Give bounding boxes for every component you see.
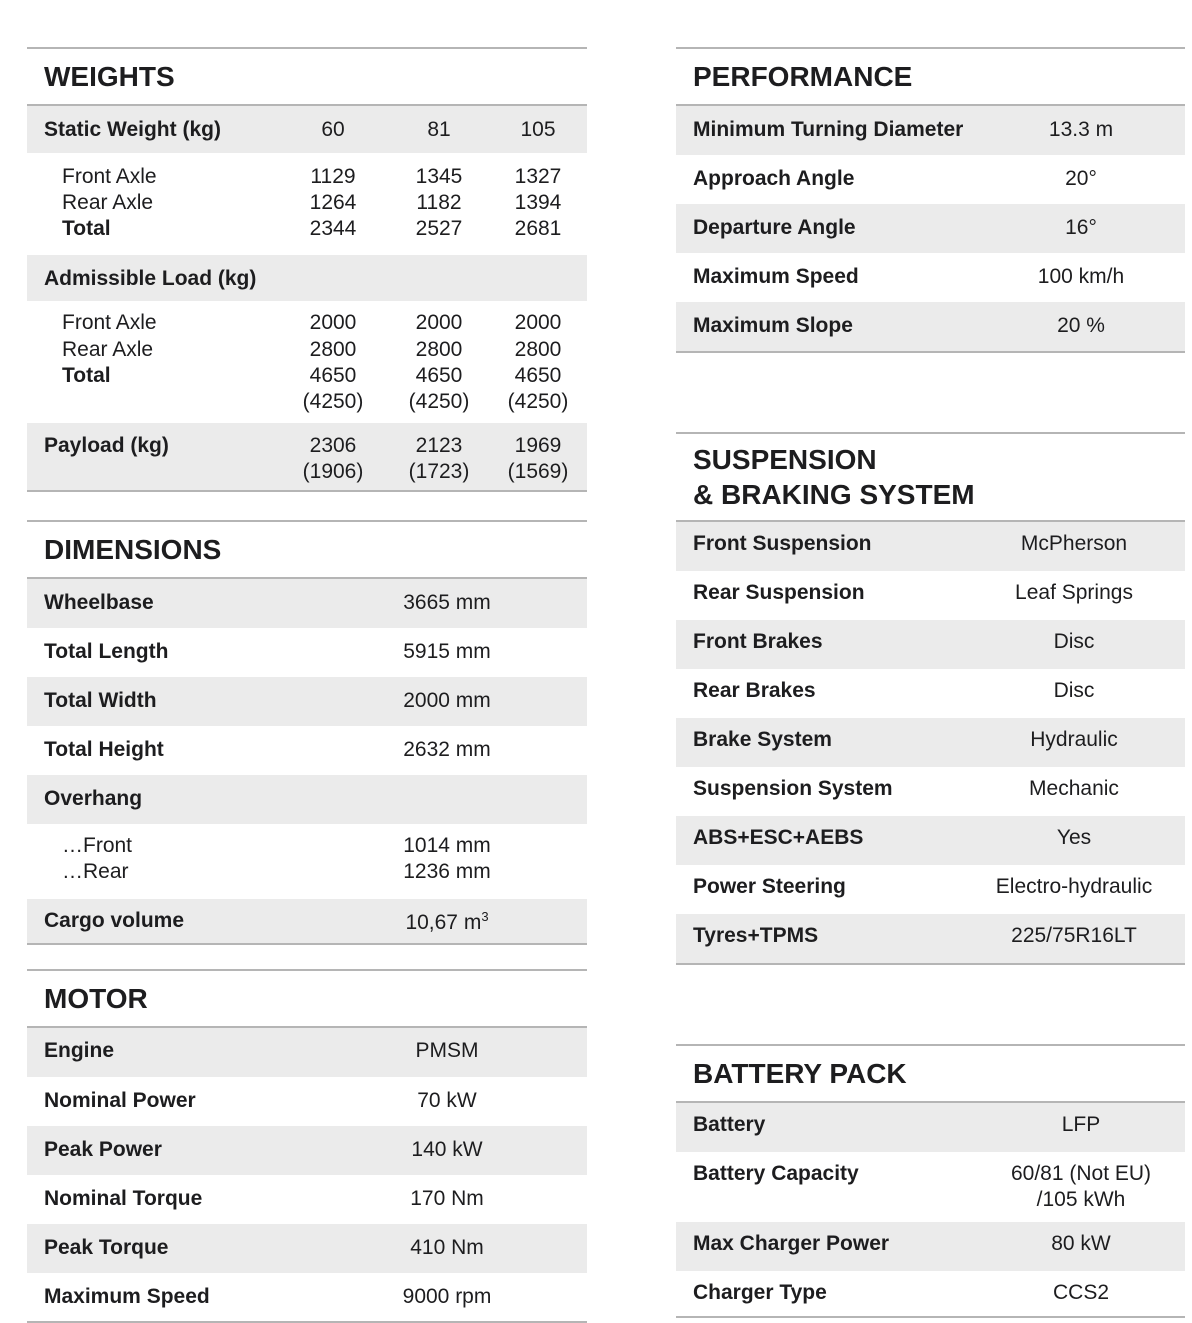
suspension-section <box>676 432 1185 962</box>
dimensions-section <box>27 520 587 943</box>
susp-row-front-suspension <box>676 522 1185 571</box>
static-front-axle-105: 1327 <box>514 165 562 188</box>
battery-title: BATTERY PACK <box>676 1046 1185 1103</box>
adm-total-alt-60: (4250) <box>302 390 364 413</box>
motor-value: PMSM <box>415 1039 479 1062</box>
susp-value: Electro-hydraulic <box>995 875 1153 898</box>
overhang-rear-value: 1236 mm <box>403 860 491 883</box>
cargo-value-text: 10,67 m <box>405 911 482 934</box>
motor-row-nominal-torque <box>27 1175 587 1224</box>
adm-total-label: Total <box>62 364 111 387</box>
perf-row-departure <box>676 204 1185 253</box>
motor-row-peak-power <box>27 1126 587 1175</box>
dim-value: 2000 mm <box>403 689 491 712</box>
motor-row-peak-torque <box>27 1224 587 1273</box>
susp-value: 225/75R16LT <box>1011 924 1137 947</box>
adm-total-105: 4650 <box>514 364 562 387</box>
dim-row-wheelbase <box>27 579 587 628</box>
perf-label: Minimum Turning Diameter <box>693 118 964 141</box>
perf-label: Approach Angle <box>693 167 855 190</box>
susp-value: Mechanic <box>1029 777 1119 800</box>
perf-label: Departure Angle <box>693 216 856 239</box>
susp-value: Disc <box>1053 679 1095 702</box>
dim-value: 3665 mm <box>403 591 491 614</box>
dim-label: Total Length <box>44 640 169 663</box>
susp-label: Front Brakes <box>693 630 823 653</box>
static-rear-axle-81: 1182 <box>416 191 462 214</box>
motor-label: Nominal Torque <box>44 1187 203 1210</box>
susp-row-abs <box>676 816 1185 865</box>
adm-total-alt-105: (4250) <box>507 390 569 413</box>
motor-label: Peak Torque <box>44 1236 169 1259</box>
perf-value: 13.3 m <box>1048 118 1114 141</box>
batt-row-charger-type <box>676 1271 1185 1318</box>
static-front-axle-label: Front Axle <box>62 165 157 188</box>
adm-total-60: 4650 <box>309 364 357 387</box>
static-rear-axle-label: Rear Axle <box>62 191 154 214</box>
motor-label: Peak Power <box>44 1138 162 1161</box>
batt-value: 60/81 (Not EU) <box>1010 1162 1152 1185</box>
perf-row-turning <box>676 106 1185 155</box>
batt-row-capacity <box>676 1152 1185 1222</box>
susp-row-front-brakes <box>676 620 1185 669</box>
adm-front-axle-105: 2000 <box>514 311 562 334</box>
batt-label: Battery <box>693 1113 766 1136</box>
perf-value: 16° <box>1065 216 1097 239</box>
perf-row-max-speed <box>676 253 1185 302</box>
static-weight-values <box>27 153 587 255</box>
dimensions-title: DIMENSIONS <box>27 522 587 579</box>
motor-label: Nominal Power <box>44 1089 196 1112</box>
motor-section <box>27 969 587 1320</box>
motor-value: 140 kW <box>411 1138 483 1161</box>
battery-section <box>676 1044 1185 1318</box>
static-total-60: 2344 <box>309 217 357 240</box>
admissible-load-values <box>27 301 587 423</box>
adm-front-axle-label: Front Axle <box>62 311 157 334</box>
adm-front-axle-81: 2000 <box>415 311 463 334</box>
payload-alt-81: (1723) <box>408 460 470 483</box>
suspension-title-line2: & BRAKING SYSTEM <box>693 479 975 510</box>
static-front-axle-60: 1129 <box>310 165 356 188</box>
variant-60: 60 <box>321 118 345 141</box>
payload-row <box>27 423 587 492</box>
susp-label: Front Suspension <box>693 532 872 555</box>
susp-value: Leaf Springs <box>1015 581 1133 604</box>
overhang-front-value: 1014 mm <box>403 834 491 857</box>
cargo-unit-sup: 3 <box>481 909 489 924</box>
susp-label: Rear Suspension <box>693 581 865 604</box>
dim-row-total-height <box>27 726 587 775</box>
dim-label: Total Width <box>44 689 157 712</box>
susp-label: ABS+ESC+AEBS <box>693 826 864 849</box>
batt-value: LFP <box>1061 1113 1101 1136</box>
adm-rear-axle-label: Rear Axle <box>62 338 154 361</box>
susp-row-rear-suspension <box>676 571 1185 620</box>
cargo-value <box>367 909 527 935</box>
susp-row-suspension-system <box>676 767 1185 816</box>
performance-title: PERFORMANCE <box>676 49 1185 106</box>
payload-label: Payload (kg) <box>44 434 169 457</box>
cargo-label: Cargo volume <box>44 909 185 932</box>
susp-row-rear-brakes <box>676 669 1185 718</box>
susp-row-tyres <box>676 914 1185 965</box>
motor-label: Maximum Speed <box>44 1285 210 1308</box>
adm-rear-axle-105: 2800 <box>514 338 562 361</box>
dim-row-overhang <box>27 775 587 824</box>
susp-label: Brake System <box>693 728 832 751</box>
susp-label: Tyres+TPMS <box>693 924 819 947</box>
dim-value: 2632 mm <box>403 738 491 761</box>
weights-section <box>27 47 587 490</box>
suspension-title <box>676 434 1185 522</box>
perf-value: 20 % <box>1057 314 1105 337</box>
static-weight-row <box>27 106 587 153</box>
susp-value: Hydraulic <box>1030 728 1118 751</box>
static-weight-label: Static Weight (kg) <box>44 118 221 141</box>
adm-front-axle-60: 2000 <box>309 311 357 334</box>
dim-label: Total Height <box>44 738 164 761</box>
static-total-105: 2681 <box>514 217 562 240</box>
suspension-title-line1: SUSPENSION <box>693 444 877 475</box>
static-front-axle-81: 1345 <box>415 165 463 188</box>
motor-row-nominal-power <box>27 1077 587 1126</box>
payload-alt-105: (1569) <box>507 460 569 483</box>
payload-81: 2123 <box>415 434 463 457</box>
overhang-front-label: …Front <box>62 834 133 857</box>
static-rear-axle-60: 1264 <box>309 191 357 214</box>
adm-rear-axle-81: 2800 <box>415 338 463 361</box>
perf-row-max-slope <box>676 302 1185 353</box>
admissible-load-label: Admissible Load (kg) <box>44 267 257 290</box>
susp-row-brake-system <box>676 718 1185 767</box>
static-total-81: 2527 <box>415 217 463 240</box>
susp-label: Suspension System <box>693 777 893 800</box>
susp-label: Rear Brakes <box>693 679 816 702</box>
motor-row-engine <box>27 1028 587 1077</box>
perf-label: Maximum Slope <box>693 314 853 337</box>
performance-section <box>676 47 1185 350</box>
adm-rear-axle-60: 2800 <box>309 338 357 361</box>
batt-value: 80 kW <box>1051 1232 1111 1255</box>
susp-value: Yes <box>1056 826 1092 849</box>
overhang-rear-label: …Rear <box>62 860 129 883</box>
perf-row-approach <box>676 155 1185 204</box>
batt-label: Max Charger Power <box>693 1232 890 1255</box>
susp-label: Power Steering <box>693 875 846 898</box>
motor-value: 410 Nm <box>410 1236 484 1259</box>
perf-value: 20° <box>1065 167 1097 190</box>
variant-105: 105 <box>520 118 556 141</box>
motor-row-max-speed <box>27 1273 587 1323</box>
admissible-load-row <box>27 255 587 301</box>
perf-value: 100 km/h <box>1037 265 1125 288</box>
batt-value: CCS2 <box>1052 1281 1110 1304</box>
adm-total-alt-81: (4250) <box>408 390 470 413</box>
dim-row-total-length <box>27 628 587 677</box>
motor-value: 170 Nm <box>410 1187 484 1210</box>
susp-value: McPherson <box>1020 532 1128 555</box>
adm-total-81: 4650 <box>415 364 463 387</box>
dim-overhang-values <box>27 824 587 899</box>
batt-label: Charger Type <box>693 1281 827 1304</box>
batt-value-line2: /105 kWh <box>1036 1188 1126 1211</box>
batt-row-max-charger <box>676 1222 1185 1271</box>
dim-row-total-width <box>27 677 587 726</box>
payload-alt-60: (1906) <box>302 460 364 483</box>
overhang-label: Overhang <box>44 787 143 810</box>
dim-value: 5915 mm <box>403 640 491 663</box>
perf-label: Maximum Speed <box>693 265 859 288</box>
variant-81: 81 <box>427 118 451 141</box>
payload-60: 2306 <box>309 434 357 457</box>
motor-label: Engine <box>44 1039 115 1062</box>
batt-label: Battery Capacity <box>693 1162 859 1185</box>
susp-value: Disc <box>1053 630 1095 653</box>
motor-value: 9000 rpm <box>402 1285 492 1308</box>
static-rear-axle-105: 1394 <box>514 191 562 214</box>
dim-label: Wheelbase <box>44 591 154 614</box>
motor-title: MOTOR <box>27 971 587 1028</box>
payload-105: 1969 <box>514 434 562 457</box>
motor-value: 70 kW <box>417 1089 477 1112</box>
susp-row-power-steering <box>676 865 1185 914</box>
dim-row-cargo <box>27 899 587 945</box>
static-total-label: Total <box>62 217 111 240</box>
batt-row-battery <box>676 1103 1185 1152</box>
weights-title: WEIGHTS <box>27 49 587 106</box>
